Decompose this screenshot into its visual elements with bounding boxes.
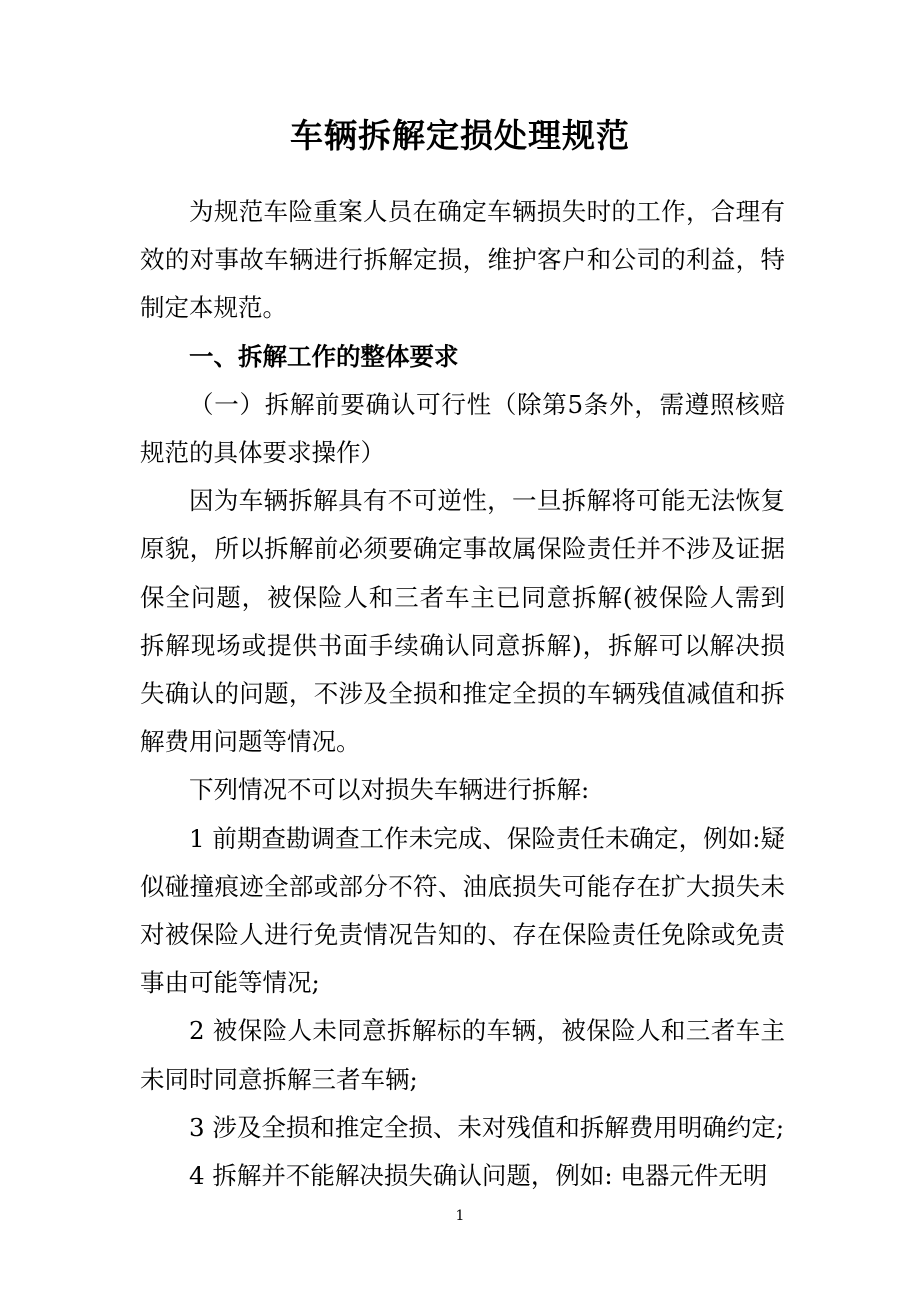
page-number: 1 [455,1208,465,1224]
list-item-4: 4 拆解并不能解决损失确认问题，例如: 电器元件无明 [189,1161,768,1191]
intro-paragraph: 为规范车险重案人员在确定车辆损失时的工作，合理有效的对事故车辆进行拆解定损，维护客户和公司的利益，特制定本规范。 [140,197,785,323]
list-item-1: 1 前期查勘调查工作未完成、保险责任未确定，例如:疑似碰撞痕迹全部或部分不符、油底损失可能存在扩大损失未对被保险人进行免责情况告知的、存在保险责任免除或免责事由可能等情况; [140,823,785,998]
subsection-heading-1: （一）拆解前要确认可行性（除第5条外，需遵照核赔规范的具体要求操作） [140,389,785,468]
document-body [140,188,785,1200]
body-paragraph-reason: 因为车辆拆解具有不可逆性，一旦拆解将可能无法恢复原貌，所以拆解前必须要确定事故属保险责任并不涉及证据保全问题，被保险人和三者车主已同意拆解(被保险人需到拆解现场或提供书面手续确认同意拆解)，拆解可以解决损失确认的问题，不涉及全损和推定全损的车辆残值减值和拆解费用问题等情况。 [140,486,785,757]
section-heading-1: 一、拆解工作的整体要求 [189,341,459,371]
document-title: 车辆拆解定损处理规范 [290,116,630,155]
list-item-2: 2 被保险人未同意拆解标的车辆，被保险人和三者车主未同时同意拆解三者车辆; [140,1016,785,1094]
list-item-3: 3 涉及全损和推定全损、未对残值和拆解费用明确约定; [189,1112,785,1142]
list-intro-paragraph: 下列情况不可以对损失车辆进行拆解: [189,775,590,805]
